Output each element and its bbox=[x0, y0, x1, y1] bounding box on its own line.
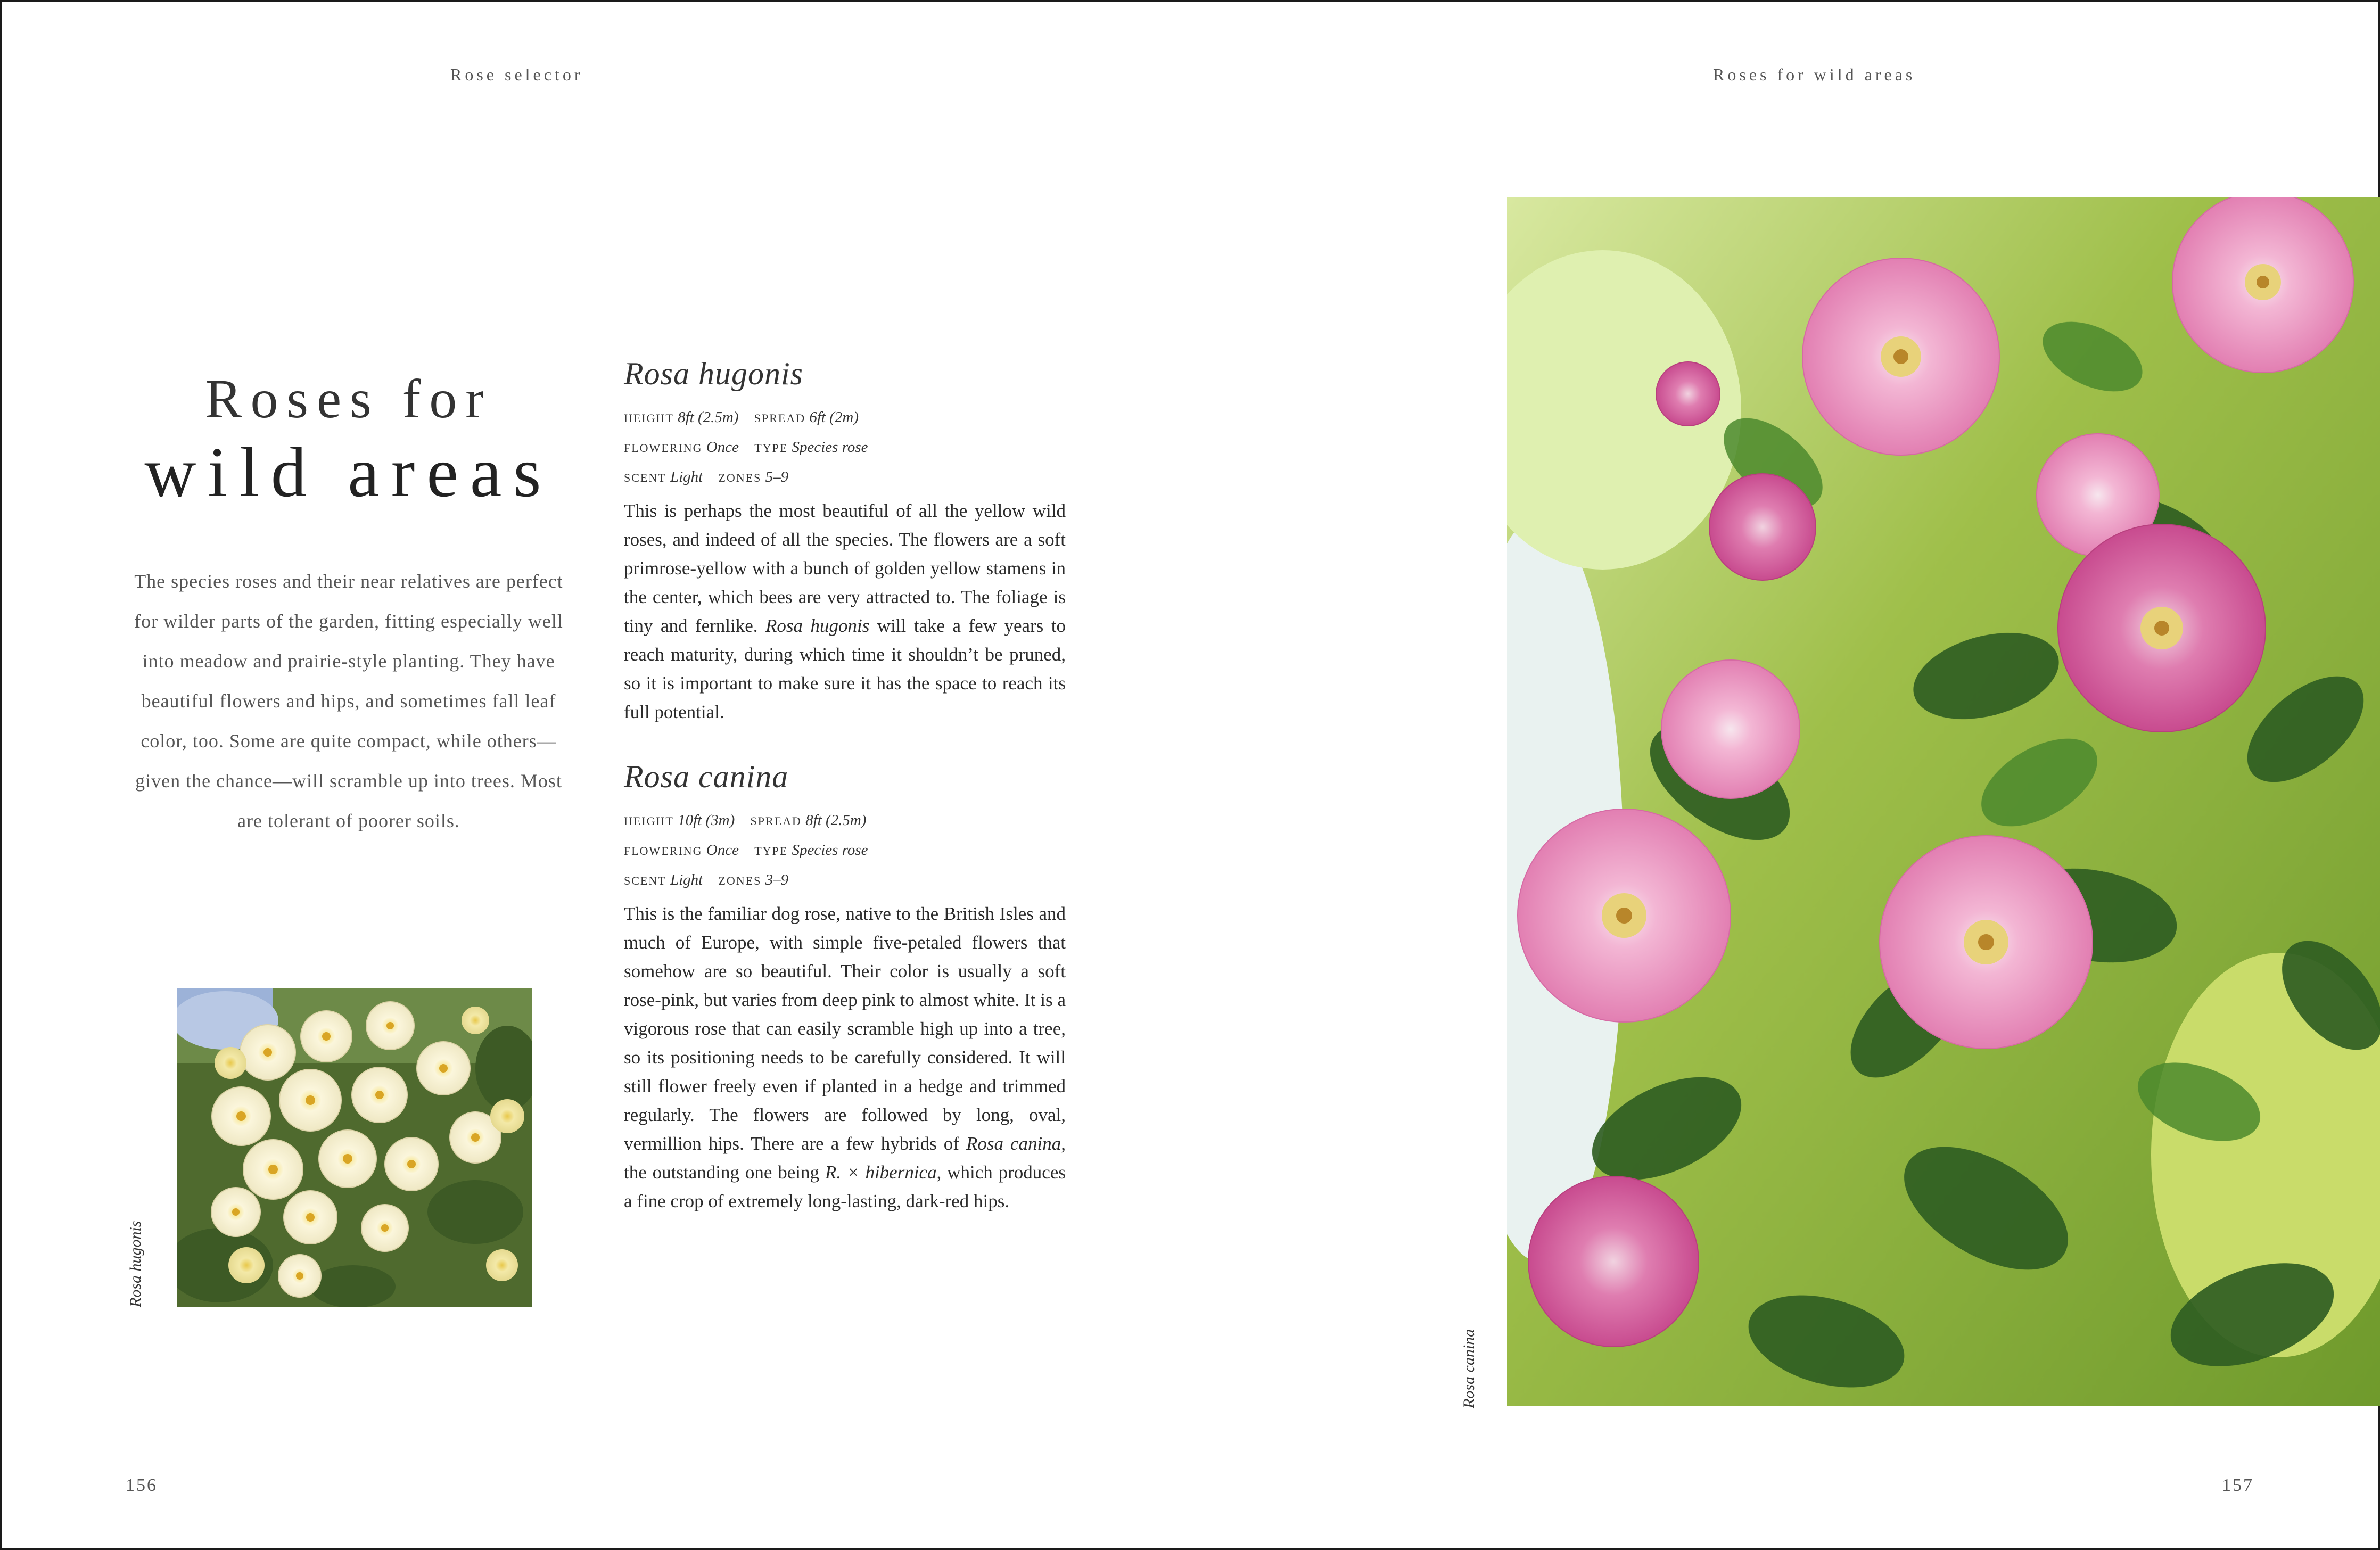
running-head-right: Roses for wild areas bbox=[1713, 65, 1916, 84]
spec-row-scent bbox=[624, 864, 1066, 894]
zones-value: 5–9 bbox=[765, 468, 789, 485]
description-text: will take a few years to reach maturity, during which time it shouldn’t be pruned, so it is important to make sure it has the space to reach its full potential. bbox=[624, 615, 1066, 722]
scent-label: scent bbox=[624, 869, 666, 888]
title-line-2: wild areas bbox=[144, 433, 553, 512]
type-label: type bbox=[754, 436, 788, 456]
caption-rosa-canina: Rosa canina bbox=[1460, 1329, 1478, 1408]
entry-description bbox=[624, 900, 1066, 1216]
intro-paragraph: The species roses and their near relatives are perfect for wilder parts of the garden, fitting especially well into meadow and prairie-style planting. They have beautiful flowers and hips, and sometimes fall leaf color, too. Some are quite compact, while others—given the chance—will scramble up into trees. Most are tolerant of poorer soils. bbox=[134, 571, 563, 831]
title-line-1: Roses for bbox=[205, 368, 492, 430]
height-label: height bbox=[624, 407, 674, 426]
spec-row-size bbox=[624, 402, 1066, 432]
page-number-left: 156 bbox=[126, 1475, 158, 1495]
scent-label: scent bbox=[624, 466, 666, 485]
spread-value: 6ft (2m) bbox=[809, 409, 859, 426]
flowering-label: flowering bbox=[624, 436, 703, 456]
zones-value: 3–9 bbox=[765, 871, 789, 888]
rosa-hugonis-photo bbox=[177, 988, 532, 1307]
description-text: , the outstanding one being bbox=[624, 1133, 1066, 1183]
page-number-right: 157 bbox=[2222, 1475, 2254, 1495]
height-value: 8ft (2.5m) bbox=[678, 409, 739, 426]
scent-value: Light bbox=[670, 871, 703, 888]
spread-label: spread bbox=[754, 407, 806, 426]
zones-label: zones bbox=[718, 466, 762, 485]
rosa-canina-photo bbox=[1507, 197, 2380, 1406]
caption-rosa-hugonis: Rosa hugonis bbox=[127, 1221, 144, 1307]
entry-title: Rosa hugonis bbox=[624, 356, 804, 391]
flowering-value: Once bbox=[706, 439, 739, 456]
height-label: height bbox=[624, 810, 674, 829]
entry-rosa-canina bbox=[624, 758, 1066, 1216]
description-italic: R. × hibernica bbox=[825, 1162, 937, 1183]
description-italic: Rosa hugonis bbox=[765, 615, 870, 636]
running-head-left: Rose selector bbox=[450, 65, 583, 84]
zones-label: zones bbox=[718, 869, 762, 888]
entry-description bbox=[624, 497, 1066, 727]
spec-row-flowering bbox=[624, 432, 1066, 461]
description-text: This is the familiar dog rose, native to the British Isles and much of Europe, with simple five-petaled flowers that somehow are so beautiful. Their color is usually a soft rose-pink, but varies from deep pink to almost white. It is a vigorous rose that can easily scramble high up into a tree, so its positioning needs to be carefully considered. It will still flower freely even if planted in a hedge and trimmed regularly. The flowers are followed by long, oval, vermillion hips. There are a few hybrids of bbox=[624, 903, 1066, 1154]
type-value: Species rose bbox=[792, 439, 868, 456]
description-text: , which produces a fine crop of extremely long-lasting, dark-red hips. bbox=[624, 1162, 1066, 1211]
height-value: 10ft (3m) bbox=[678, 812, 735, 829]
flowering-value: Once bbox=[706, 842, 739, 859]
spread-value: 8ft (2.5m) bbox=[805, 812, 867, 829]
scent-value: Light bbox=[670, 468, 703, 485]
spec-row-flowering bbox=[624, 835, 1066, 864]
type-value: Species rose bbox=[792, 842, 868, 859]
type-label: type bbox=[754, 839, 788, 859]
description-italic: Rosa canina bbox=[966, 1133, 1061, 1154]
flowering-label: flowering bbox=[624, 839, 703, 859]
spec-row-scent bbox=[624, 461, 1066, 491]
spread-label: spread bbox=[750, 810, 802, 829]
entry-rosa-hugonis bbox=[624, 356, 1066, 727]
entry-title: Rosa canina bbox=[624, 759, 789, 794]
spec-row-size bbox=[624, 805, 1066, 835]
description-text: This is perhaps the most beautiful of all the yellow wild roses, and indeed of all the species. The flowers are a soft primrose-yellow with a bunch of golden yellow stamens in the center, which bees are very attracted to. The foliage is tiny and fernlike. bbox=[624, 500, 1066, 636]
